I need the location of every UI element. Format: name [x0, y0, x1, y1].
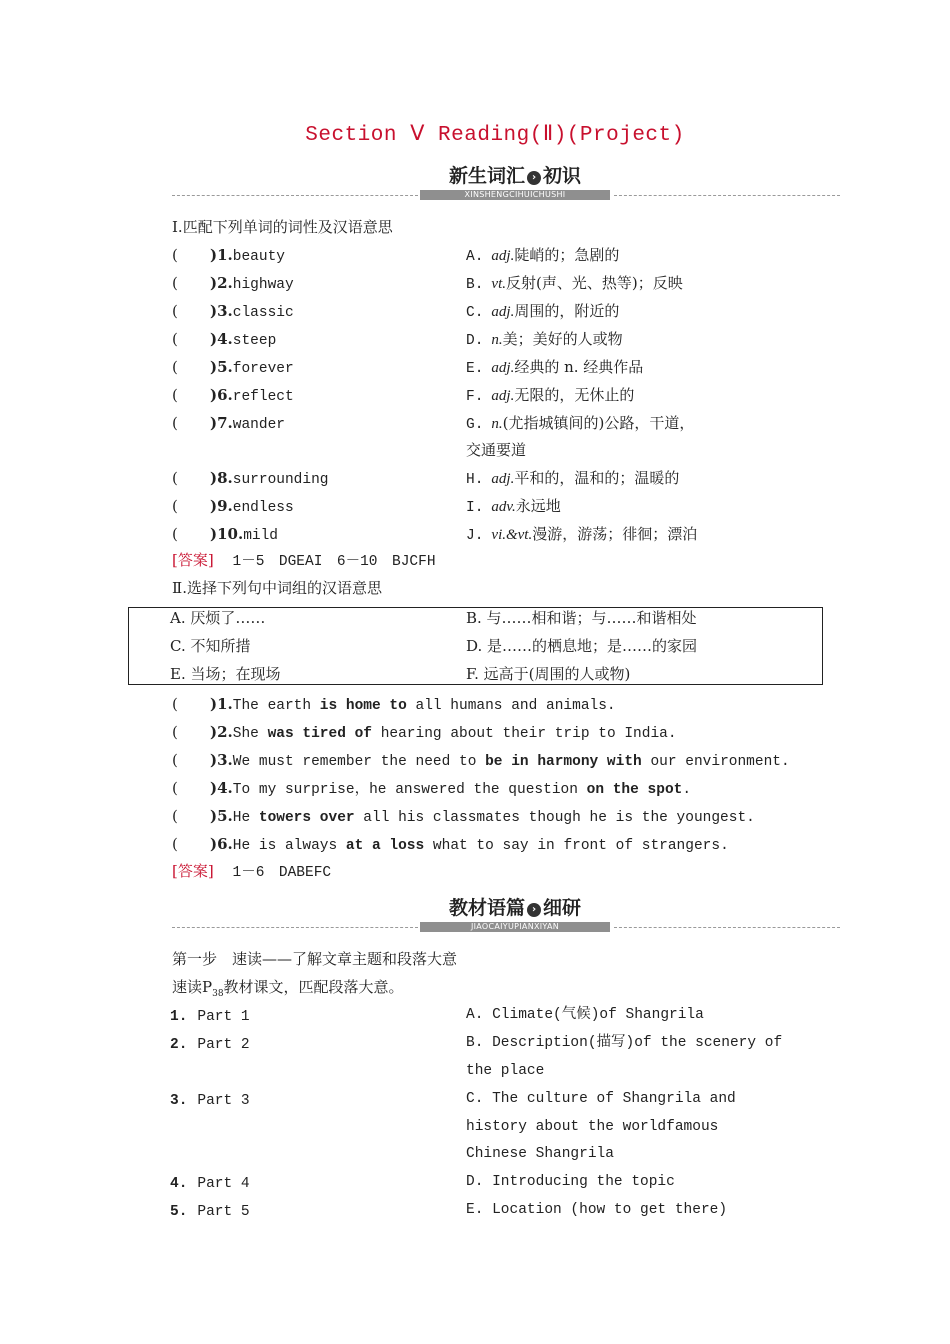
phrase-option: E. 当场；在现场: [170, 665, 281, 683]
banner-subtitle: JIAOCAIYUPIANXIYAN: [420, 922, 610, 932]
target-phrase: towers over: [258, 810, 355, 826]
instruction-a: 速读P: [172, 978, 213, 996]
meaning-item: [466, 273, 683, 295]
sentence-text: .: [682, 782, 692, 798]
word-item: [210, 413, 285, 435]
target-phrase: at a loss: [345, 838, 425, 854]
meaning-letter: B.: [466, 277, 484, 293]
part-of-speech: adj.: [491, 248, 515, 264]
word-item: [210, 273, 294, 295]
sentence-text: what to say in front of strangers.: [424, 838, 729, 854]
sentence-text: hearing about their trip to India.: [372, 726, 677, 742]
word-item: [210, 468, 328, 490]
instruction-b: 教材课文，匹配段落大意。: [223, 978, 404, 996]
sentence-item: [210, 750, 790, 772]
meaning-text: 经典的 n. 经典作品: [514, 358, 644, 376]
word-text: classic: [232, 305, 294, 321]
part-label: Part 4: [197, 1176, 250, 1192]
part-of-speech: adj.: [491, 304, 515, 320]
part-number: 3.: [170, 1093, 188, 1109]
meaning-text: 无限的，无休止的: [514, 386, 635, 404]
step-instruction: [172, 977, 404, 1004]
part-item: [170, 1089, 250, 1111]
answer-paren: (: [172, 779, 178, 797]
part1-heading: Ⅰ.匹配下列单词的词性及汉语意思: [172, 218, 393, 236]
sentence-text: We must remember the need to: [232, 754, 486, 770]
sentence-item: [210, 806, 755, 828]
divider: [614, 927, 840, 928]
step-heading: 第一步 速读——了解文章主题和段落大意: [172, 950, 458, 968]
main-idea: C. The culture of Shangrila and: [466, 1091, 736, 1107]
meaning-text: 反射(声、光、热等)；反映: [505, 274, 683, 292]
sentence-text: all humans and animals.: [406, 698, 616, 714]
word-item: [210, 329, 276, 351]
sentence-item: [210, 778, 691, 800]
answer-paren: (: [172, 469, 178, 487]
meaning-letter: H.: [466, 472, 484, 488]
banner-heading-b: 初识: [543, 165, 582, 187]
meaning-text: 交通要道: [466, 441, 527, 459]
banner-heading: [420, 164, 610, 188]
target-phrase: be in harmony with: [485, 754, 642, 770]
answer-text: 1－6 DABEFC: [232, 865, 332, 881]
word-item: [210, 357, 294, 379]
banner-heading-b: 细研: [543, 897, 582, 919]
main-idea: history about the worldfamous: [466, 1119, 719, 1135]
sentence-number: )6.: [210, 835, 233, 853]
part-of-speech: vt.: [491, 276, 506, 292]
answer-label: [答案]: [172, 862, 214, 880]
meaning-letter: D.: [466, 333, 484, 349]
meaning-item: [466, 468, 679, 490]
word-text: reflect: [232, 389, 294, 405]
part-item: [170, 1033, 250, 1055]
answer-paren: (: [172, 274, 178, 292]
main-idea: E. Location (how to get there): [466, 1202, 728, 1218]
meaning-item: [466, 496, 561, 518]
word-text: beauty: [232, 249, 285, 265]
sentence-text: She: [232, 726, 268, 742]
divider: [172, 927, 418, 928]
sentence-number: )5.: [210, 807, 233, 825]
sentence-text: our environment.: [641, 754, 790, 770]
divider: [172, 195, 418, 196]
answer-paren: (: [172, 695, 178, 713]
meaning-letter: I.: [466, 500, 484, 516]
word-number: )4.: [210, 330, 233, 348]
phrase-option: C. 不知所措: [170, 637, 251, 655]
section-banner-vocabulary: [172, 164, 840, 204]
meaning-item: [466, 440, 526, 460]
word-number: )7.: [210, 414, 233, 432]
part2-heading: Ⅱ.选择下列句中词组的汉语意思: [172, 579, 382, 597]
answer-paren: (: [172, 497, 178, 515]
meaning-letter: F.: [466, 389, 484, 405]
target-phrase: was tired of: [267, 726, 372, 742]
phrase-option: A. 厌烦了……: [170, 609, 266, 627]
meaning-item: [466, 329, 623, 351]
word-number: )6.: [210, 386, 233, 404]
part1-answer: [172, 550, 436, 572]
part-item: [170, 1005, 250, 1027]
word-number: )1.: [210, 246, 233, 264]
chevron-right-icon: ›: [527, 903, 541, 917]
target-phrase: is home to: [319, 698, 407, 714]
word-item: [210, 524, 278, 546]
word-text: surrounding: [232, 472, 329, 488]
answer-paren: (: [172, 358, 178, 376]
sentence-item: [210, 722, 677, 744]
part-of-speech: vi.&vt.: [491, 527, 533, 543]
answer-text: 1－5 DGEAI 6－10 BJCFH: [232, 554, 436, 570]
sentence-text: To my surprise，he answered the question: [232, 782, 587, 798]
meaning-letter: G.: [466, 417, 484, 433]
meaning-text: (尤指城镇间的)公路，干道，: [502, 414, 695, 432]
word-item: [210, 245, 285, 267]
word-text: endless: [232, 500, 294, 516]
part-of-speech: n.: [491, 332, 503, 348]
meaning-text: 平和的，温和的；温暖的: [514, 469, 680, 487]
answer-paren: (: [172, 751, 178, 769]
answer-paren: (: [172, 246, 178, 264]
chevron-right-icon: ›: [527, 171, 541, 185]
meaning-letter: A.: [466, 249, 484, 265]
sentence-number: )2.: [210, 723, 233, 741]
instruction-page: 38: [212, 989, 224, 999]
part2-answer: [172, 861, 331, 883]
part-of-speech: adj.: [491, 360, 515, 376]
word-number: )2.: [210, 274, 233, 292]
part-number: 2.: [170, 1037, 188, 1053]
sentence-text: The earth: [232, 698, 320, 714]
meaning-item: [466, 301, 619, 323]
answer-paren: (: [172, 835, 178, 853]
meaning-item: [466, 524, 697, 546]
meaning-text: 周围的，附近的: [514, 302, 620, 320]
banner-heading: [420, 896, 610, 920]
part-label: Part 2: [197, 1037, 250, 1053]
phrase-option: B. 与……相和谐；与……和谐相处: [466, 609, 697, 627]
answer-paren: (: [172, 330, 178, 348]
word-text: mild: [243, 528, 279, 544]
answer-paren: (: [172, 414, 178, 432]
word-item: [210, 496, 294, 518]
sentence-number: )4.: [210, 779, 233, 797]
page-title: Section Ⅴ Reading(Ⅱ)(Project): [305, 124, 685, 147]
meaning-item: [466, 357, 643, 379]
word-text: steep: [232, 333, 277, 349]
banner-heading-a: 新生词汇: [448, 165, 525, 187]
sentence-text: He: [232, 810, 259, 826]
part-item: [170, 1200, 250, 1222]
phrase-option: F. 远高于(周围的人或物): [466, 665, 631, 683]
part-of-speech: adj.: [491, 388, 515, 404]
meaning-letter: E.: [466, 361, 484, 377]
part-item: [170, 1172, 250, 1194]
word-number: )8.: [210, 469, 233, 487]
sentence-number: )3.: [210, 751, 233, 769]
meaning-letter: C.: [466, 305, 484, 321]
answer-paren: (: [172, 807, 178, 825]
word-item: [210, 301, 294, 323]
main-idea: Chinese Shangrila: [466, 1146, 614, 1162]
part-number: 4.: [170, 1176, 188, 1192]
main-idea: D. Introducing the topic: [466, 1174, 675, 1190]
part-number: 1.: [170, 1009, 188, 1025]
sentence-number: )1.: [210, 695, 233, 713]
meaning-text: 美；美好的人或物: [502, 330, 623, 348]
part-of-speech: adv.: [491, 499, 516, 515]
answer-paren: (: [172, 302, 178, 320]
section-banner-text-study: [172, 896, 840, 936]
target-phrase: on the spot: [586, 782, 683, 798]
word-number: )5.: [210, 358, 233, 376]
answer-label: [答案]: [172, 551, 214, 569]
meaning-item: [466, 245, 619, 267]
phrase-option: D. 是……的栖息地；是……的家园: [466, 637, 698, 655]
word-text: wander: [232, 417, 285, 433]
word-number: )3.: [210, 302, 233, 320]
meaning-text: 永远地: [515, 497, 561, 515]
word-number: )10.: [210, 525, 244, 543]
sentence-text: He is always: [232, 838, 346, 854]
banner-heading-a: 教材语篇: [448, 897, 525, 919]
meaning-item: [466, 413, 694, 435]
part-label: Part 5: [197, 1204, 250, 1220]
main-idea: A. Climate(气候)of Shangrila: [466, 1007, 704, 1023]
part-label: Part 3: [197, 1093, 250, 1109]
meaning-item: [466, 385, 634, 407]
answer-paren: (: [172, 386, 178, 404]
part-of-speech: n.: [491, 416, 503, 432]
meaning-text: 陡峭的；急剧的: [514, 246, 620, 264]
part-label: Part 1: [197, 1009, 250, 1025]
word-text: highway: [232, 277, 294, 293]
banner-subtitle: XINSHENGCIHUICHUSHI: [420, 190, 610, 200]
sentence-text: all his classmates though he is the youngest.: [354, 810, 755, 826]
word-text: forever: [232, 361, 294, 377]
divider: [614, 195, 840, 196]
answer-paren: (: [172, 723, 178, 741]
sentence-item: [210, 834, 729, 856]
sentence-item: [210, 694, 616, 716]
answer-paren: (: [172, 525, 178, 543]
word-item: [210, 385, 294, 407]
meaning-letter: J.: [466, 528, 484, 544]
main-idea: B. Description(描写)of the scenery of: [466, 1035, 783, 1051]
word-number: )9.: [210, 497, 233, 515]
meaning-text: 漫游，游荡；徘徊；漂泊: [532, 525, 698, 543]
main-idea: the place: [466, 1063, 545, 1079]
part-number: 5.: [170, 1204, 188, 1220]
part-of-speech: adj.: [491, 471, 515, 487]
